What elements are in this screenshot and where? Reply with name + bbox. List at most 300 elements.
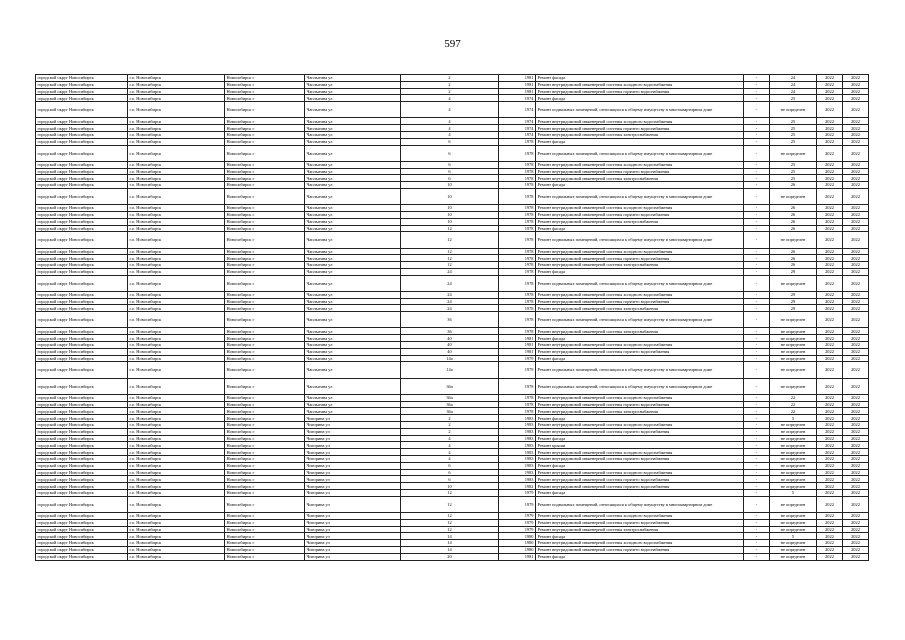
end-year-cell: 2022: [843, 428, 869, 435]
build-year-cell: 1978: [499, 394, 536, 401]
district-cell: г.о. Новосибирск: [128, 102, 225, 118]
street-cell: Чаплыгина ул: [305, 342, 401, 349]
build-year-cell: 1978: [499, 232, 536, 248]
volume-cell: не определен: [770, 335, 817, 342]
volume-cell: 25: [770, 131, 817, 138]
plan-year-cell: 2022: [817, 553, 843, 560]
house-number-cell: 6: [401, 476, 499, 483]
volume-cell: не определен: [770, 442, 817, 449]
plan-year-cell: 2022: [817, 248, 843, 255]
house-number-cell: 2: [401, 81, 499, 88]
end-year-cell: 2022: [843, 118, 869, 125]
municipality-cell: городской округ Новосибирск: [36, 348, 128, 355]
municipality-cell: городской округ Новосибирск: [36, 131, 128, 138]
street-cell: Чаплыгина ул: [305, 394, 401, 401]
volume-cell: не определен: [770, 469, 817, 476]
settlement-cell: Новосибирск г: [225, 540, 305, 547]
work-type-cell: Ремонт внутридомовой инженерной системы горячего водоснабжения: [536, 211, 744, 218]
work-type-cell: Ремонт фасада: [536, 268, 744, 275]
work-type-cell: Ремонт подвальных помещений, относящихся к общему имуществу в многоквартирном доме: [536, 496, 744, 512]
street-cell: Чаплыгина ул: [305, 118, 401, 125]
table-row: [36, 275, 869, 291]
end-year-cell: 2022: [843, 553, 869, 560]
plan-year-cell: 2022: [817, 205, 843, 212]
street-cell: Чаплыгина ул: [305, 268, 401, 275]
end-year-cell: 2022: [843, 312, 869, 328]
plan-year-cell: 2022: [817, 483, 843, 490]
build-year-cell: 1979: [499, 355, 536, 362]
district-cell: г.о. Новосибирск: [128, 519, 225, 526]
municipality-cell: городской округ Новосибирск: [36, 211, 128, 218]
dash-cell: -: [744, 232, 770, 248]
plan-year-cell: 2022: [817, 168, 843, 175]
settlement-cell: Новосибирск г: [225, 248, 305, 255]
table-row: [36, 168, 869, 175]
district-cell: г.о. Новосибирск: [128, 118, 225, 125]
street-cell: Чигорина ул: [305, 526, 401, 533]
plan-year-cell: 2022: [817, 462, 843, 469]
volume-cell: не определен: [770, 476, 817, 483]
settlement-cell: Новосибирск г: [225, 422, 305, 429]
plan-year-cell: 2022: [817, 268, 843, 275]
plan-year-cell: 2022: [817, 526, 843, 533]
table-row: [36, 476, 869, 483]
work-type-cell: Ремонт подвальных помещений, относящихся к общему имуществу в многоквартирном доме: [536, 378, 744, 394]
table-body: [36, 75, 869, 561]
volume-cell: 25: [770, 161, 817, 168]
plan-year-cell: 2022: [817, 262, 843, 269]
district-cell: г.о. Новосибирск: [128, 211, 225, 218]
house-number-cell: 6: [401, 469, 499, 476]
plan-year-cell: 2022: [817, 88, 843, 95]
build-year-cell: 1979: [499, 362, 536, 378]
street-cell: Чигорина ул: [305, 546, 401, 553]
build-year-cell: 1978: [499, 408, 536, 415]
end-year-cell: 2022: [843, 342, 869, 349]
settlement-cell: Новосибирск г: [225, 291, 305, 298]
street-cell: Чигорина ул: [305, 462, 401, 469]
settlement-cell: Новосибирск г: [225, 546, 305, 553]
end-year-cell: 2022: [843, 348, 869, 355]
settlement-cell: Новосибирск г: [225, 268, 305, 275]
volume-cell: не определен: [770, 526, 817, 533]
work-type-cell: Ремонт внутридомовой инженерной системы холодного водоснабжения: [536, 469, 744, 476]
table-row: [36, 102, 869, 118]
build-year-cell: 1974: [499, 131, 536, 138]
dash-cell: -: [744, 268, 770, 275]
house-number-cell: 40: [401, 348, 499, 355]
build-year-cell: 1983: [499, 449, 536, 456]
end-year-cell: 2022: [843, 168, 869, 175]
build-year-cell: 1983: [499, 415, 536, 422]
build-year-cell: 1981: [499, 342, 536, 349]
municipality-cell: городской округ Новосибирск: [36, 408, 128, 415]
dash-cell: -: [744, 428, 770, 435]
volume-cell: не определен: [770, 275, 817, 291]
build-year-cell: 1978: [499, 168, 536, 175]
dash-cell: -: [744, 533, 770, 540]
build-year-cell: 1974: [499, 125, 536, 132]
table-row: [36, 138, 869, 145]
street-cell: Чаплыгина ул: [305, 328, 401, 335]
street-cell: Чаплыгина ул: [305, 255, 401, 262]
municipality-cell: городской округ Новосибирск: [36, 161, 128, 168]
work-type-cell: Ремонт фасада: [536, 182, 744, 189]
table-row: [36, 355, 869, 362]
street-cell: Чигорина ул: [305, 519, 401, 526]
street-cell: Чаплыгина ул: [305, 138, 401, 145]
municipality-cell: городской округ Новосибирск: [36, 305, 128, 312]
table-row: [36, 312, 869, 328]
table-row: [36, 268, 869, 275]
street-cell: Чаплыгина ул: [305, 298, 401, 305]
dash-cell: -: [744, 118, 770, 125]
work-type-cell: Ремонт внутридомовой инженерной системы холодного водоснабжения: [536, 118, 744, 125]
district-cell: г.о. Новосибирск: [128, 428, 225, 435]
work-type-cell: Ремонт крыши: [536, 442, 744, 449]
district-cell: г.о. Новосибирск: [128, 355, 225, 362]
settlement-cell: Новосибирск г: [225, 138, 305, 145]
end-year-cell: 2022: [843, 255, 869, 262]
end-year-cell: 2022: [843, 483, 869, 490]
dash-cell: -: [744, 88, 770, 95]
district-cell: г.о. Новосибирск: [128, 546, 225, 553]
work-type-cell: Ремонт фасада: [536, 75, 744, 82]
district-cell: г.о. Новосибирск: [128, 455, 225, 462]
district-cell: г.о. Новосибирск: [128, 348, 225, 355]
volume-cell: 22: [770, 401, 817, 408]
dash-cell: -: [744, 519, 770, 526]
dash-cell: -: [744, 131, 770, 138]
settlement-cell: Новосибирск г: [225, 355, 305, 362]
end-year-cell: 2022: [843, 362, 869, 378]
dash-cell: -: [744, 422, 770, 429]
end-year-cell: 2022: [843, 218, 869, 225]
work-type-cell: Ремонт фасада: [536, 533, 744, 540]
table-row: [36, 131, 869, 138]
settlement-cell: Новосибирск г: [225, 378, 305, 394]
district-cell: г.о. Новосибирск: [128, 305, 225, 312]
settlement-cell: Новосибирск г: [225, 496, 305, 512]
end-year-cell: 2022: [843, 546, 869, 553]
settlement-cell: Новосибирск г: [225, 255, 305, 262]
build-year-cell: 1978: [499, 225, 536, 232]
street-cell: Чаплыгина ул: [305, 211, 401, 218]
plan-year-cell: 2022: [817, 225, 843, 232]
table-row: [36, 255, 869, 262]
work-type-cell: Ремонт внутридомовой инженерной системы холодного водоснабжения: [536, 422, 744, 429]
plan-year-cell: 2022: [817, 533, 843, 540]
build-year-cell: 1982: [499, 483, 536, 490]
table-row: [36, 428, 869, 435]
work-type-cell: Ремонт внутридомовой инженерной системы горячего водоснабжения: [536, 168, 744, 175]
plan-year-cell: 2022: [817, 362, 843, 378]
volume-cell: 24: [770, 81, 817, 88]
table-row: [36, 232, 869, 248]
house-number-cell: 36а: [401, 408, 499, 415]
work-type-cell: Ремонт внутридомовой инженерной системы холодного водоснабжения: [536, 394, 744, 401]
volume-cell: не определен: [770, 540, 817, 547]
dash-cell: -: [744, 394, 770, 401]
table-row: [36, 328, 869, 335]
settlement-cell: Новосибирск г: [225, 168, 305, 175]
district-cell: г.о. Новосибирск: [128, 205, 225, 212]
street-cell: Чигорина ул: [305, 553, 401, 560]
table-row: [36, 205, 869, 212]
street-cell: Чигорина ул: [305, 512, 401, 519]
table-row: [36, 546, 869, 553]
plan-year-cell: 2022: [817, 81, 843, 88]
build-year-cell: 1983: [499, 435, 536, 442]
house-number-cell: 4: [401, 442, 499, 449]
table-row: [36, 211, 869, 218]
table-row: [36, 291, 869, 298]
dash-cell: -: [744, 175, 770, 182]
end-year-cell: 2022: [843, 298, 869, 305]
end-year-cell: 2022: [843, 512, 869, 519]
end-year-cell: 2022: [843, 182, 869, 189]
house-number-cell: 14: [401, 533, 499, 540]
settlement-cell: Новосибирск г: [225, 102, 305, 118]
street-cell: Чаплыгина ул: [305, 205, 401, 212]
table-row: [36, 435, 869, 442]
end-year-cell: 2022: [843, 175, 869, 182]
build-year-cell: 1974: [499, 95, 536, 102]
end-year-cell: 2022: [843, 95, 869, 102]
work-type-cell: Ремонт подвальных помещений, относящихся к общему имуществу в многоквартирном доме: [536, 102, 744, 118]
district-cell: г.о. Новосибирск: [128, 75, 225, 82]
work-type-cell: Ремонт внутридомовой инженерной системы холодного водоснабжения: [536, 81, 744, 88]
municipality-cell: городской округ Новосибирск: [36, 483, 128, 490]
table-row: [36, 125, 869, 132]
volume-cell: 29: [770, 305, 817, 312]
table-row: [36, 118, 869, 125]
build-year-cell: 1981: [499, 553, 536, 560]
street-cell: Чаплыгина ул: [305, 182, 401, 189]
street-cell: Чаплыгина ул: [305, 95, 401, 102]
work-type-cell: Ремонт фасада: [536, 335, 744, 342]
municipality-cell: городской округ Новосибирск: [36, 540, 128, 547]
volume-cell: не определен: [770, 422, 817, 429]
district-cell: г.о. Новосибирск: [128, 88, 225, 95]
municipality-cell: городской округ Новосибирск: [36, 168, 128, 175]
house-number-cell: 12: [401, 248, 499, 255]
street-cell: Чигорина ул: [305, 455, 401, 462]
work-type-cell: Ремонт внутридомовой инженерной системы горячего водоснабжения: [536, 476, 744, 483]
dash-cell: -: [744, 496, 770, 512]
house-number-cell: 40: [401, 335, 499, 342]
table-row: [36, 469, 869, 476]
plan-year-cell: 2022: [817, 469, 843, 476]
district-cell: г.о. Новосибирск: [128, 232, 225, 248]
plan-year-cell: 2022: [817, 489, 843, 496]
table-row: [36, 442, 869, 449]
build-year-cell: 1978: [499, 175, 536, 182]
settlement-cell: Новосибирск г: [225, 211, 305, 218]
build-year-cell: 1978: [499, 268, 536, 275]
end-year-cell: 2022: [843, 138, 869, 145]
table-row: [36, 519, 869, 526]
municipality-cell: городской округ Новосибирск: [36, 328, 128, 335]
plan-year-cell: 2022: [817, 211, 843, 218]
district-cell: г.о. Новосибирск: [128, 312, 225, 328]
build-year-cell: 1979: [499, 526, 536, 533]
table-row: [36, 496, 869, 512]
volume-cell: не определен: [770, 496, 817, 512]
build-year-cell: 1980: [499, 533, 536, 540]
street-cell: Чаплыгина ул: [305, 408, 401, 415]
district-cell: г.о. Новосибирск: [128, 462, 225, 469]
settlement-cell: Новосибирск г: [225, 442, 305, 449]
plan-year-cell: 2022: [817, 422, 843, 429]
street-cell: Чаплыгина ул: [305, 348, 401, 355]
table-row: [36, 298, 869, 305]
street-cell: Чаплыгина ул: [305, 218, 401, 225]
house-number-cell: 12: [401, 255, 499, 262]
settlement-cell: Новосибирск г: [225, 512, 305, 519]
build-year-cell: 1979: [499, 512, 536, 519]
settlement-cell: Новосибирск г: [225, 312, 305, 328]
district-cell: г.о. Новосибирск: [128, 95, 225, 102]
house-number-cell: 4: [401, 435, 499, 442]
build-year-cell: 1979: [499, 519, 536, 526]
end-year-cell: 2022: [843, 248, 869, 255]
dash-cell: -: [744, 553, 770, 560]
street-cell: Чаплыгина ул: [305, 161, 401, 168]
build-year-cell: 1974: [499, 102, 536, 118]
work-type-cell: Ремонт внутридомовой инженерной системы горячего водоснабжения: [536, 546, 744, 553]
street-cell: Чигорина ул: [305, 540, 401, 547]
settlement-cell: Новосибирск г: [225, 95, 305, 102]
house-number-cell: 24: [401, 298, 499, 305]
district-cell: г.о. Новосибирск: [128, 131, 225, 138]
district-cell: г.о. Новосибирск: [128, 298, 225, 305]
settlement-cell: Новосибирск г: [225, 145, 305, 161]
settlement-cell: Новосибирск г: [225, 489, 305, 496]
table-row: [36, 335, 869, 342]
end-year-cell: 2022: [843, 75, 869, 82]
end-year-cell: 2022: [843, 401, 869, 408]
municipality-cell: городской округ Новосибирск: [36, 449, 128, 456]
dash-cell: -: [744, 218, 770, 225]
plan-year-cell: 2022: [817, 519, 843, 526]
table-row: [36, 408, 869, 415]
build-year-cell: 1974: [499, 118, 536, 125]
dash-cell: -: [744, 75, 770, 82]
volume-cell: 5: [770, 489, 817, 496]
work-type-cell: Ремонт внутридомовой инженерной системы горячего водоснабжения: [536, 348, 744, 355]
dash-cell: -: [744, 546, 770, 553]
settlement-cell: Новосибирск г: [225, 225, 305, 232]
house-number-cell: 10: [401, 188, 499, 204]
build-year-cell: 1983: [499, 476, 536, 483]
volume-cell: не определен: [770, 435, 817, 442]
dash-cell: -: [744, 291, 770, 298]
work-type-cell: Ремонт внутридомовой инженерной системы холодного водоснабжения: [536, 161, 744, 168]
plan-year-cell: 2022: [817, 496, 843, 512]
end-year-cell: 2022: [843, 161, 869, 168]
work-type-cell: Ремонт внутридомовой инженерной системы горячего водоснабжения: [536, 519, 744, 526]
volume-cell: 26: [770, 218, 817, 225]
table-row: [36, 182, 869, 189]
dash-cell: -: [744, 262, 770, 269]
district-cell: г.о. Новосибирск: [128, 533, 225, 540]
table-row: [36, 449, 869, 456]
street-cell: Чаплыгина ул: [305, 335, 401, 342]
plan-year-cell: 2022: [817, 275, 843, 291]
house-number-cell: 14а: [401, 355, 499, 362]
end-year-cell: 2022: [843, 328, 869, 335]
municipality-cell: городской округ Новосибирск: [36, 262, 128, 269]
municipality-cell: городской округ Новосибирск: [36, 175, 128, 182]
volume-cell: не определен: [770, 449, 817, 456]
build-year-cell: 1981: [499, 75, 536, 82]
end-year-cell: 2022: [843, 232, 869, 248]
district-cell: г.о. Новосибирск: [128, 188, 225, 204]
district-cell: г.о. Новосибирск: [128, 378, 225, 394]
build-year-cell: 1978: [499, 298, 536, 305]
municipality-cell: городской округ Новосибирск: [36, 182, 128, 189]
street-cell: Чаплыгина ул: [305, 362, 401, 378]
volume-cell: 26: [770, 248, 817, 255]
plan-year-cell: 2022: [817, 175, 843, 182]
volume-cell: 24: [770, 88, 817, 95]
municipality-cell: городской округ Новосибирск: [36, 275, 128, 291]
dash-cell: -: [744, 298, 770, 305]
plan-year-cell: 2022: [817, 335, 843, 342]
work-type-cell: Ремонт подвальных помещений, относящихся к общему имуществу в многоквартирном доме: [536, 362, 744, 378]
build-year-cell: 1978: [499, 248, 536, 255]
end-year-cell: 2022: [843, 225, 869, 232]
dash-cell: -: [744, 342, 770, 349]
build-year-cell: 1980: [499, 546, 536, 553]
table-row: [36, 348, 869, 355]
settlement-cell: Новосибирск г: [225, 182, 305, 189]
plan-year-cell: 2022: [817, 355, 843, 362]
municipality-cell: городской округ Новосибирск: [36, 125, 128, 132]
municipality-cell: городской округ Новосибирск: [36, 95, 128, 102]
house-number-cell: 24: [401, 291, 499, 298]
district-cell: г.о. Новосибирск: [128, 422, 225, 429]
build-year-cell: 1980: [499, 540, 536, 547]
dash-cell: -: [744, 255, 770, 262]
volume-cell: 5: [770, 415, 817, 422]
work-type-cell: Ремонт фасада: [536, 553, 744, 560]
municipality-cell: городской округ Новосибирск: [36, 533, 128, 540]
district-cell: г.о. Новосибирск: [128, 469, 225, 476]
work-type-cell: Ремонт внутридомовой инженерной системы горячего водоснабжения: [536, 483, 744, 490]
build-year-cell: 1983: [499, 422, 536, 429]
work-type-cell: Ремонт внутридомовой инженерной системы горячего водоснабжения: [536, 125, 744, 132]
house-number-cell: 12: [401, 232, 499, 248]
settlement-cell: Новосибирск г: [225, 298, 305, 305]
dash-cell: -: [744, 138, 770, 145]
municipality-cell: городской округ Новосибирск: [36, 442, 128, 449]
build-year-cell: 1978: [499, 145, 536, 161]
dash-cell: -: [744, 188, 770, 204]
build-year-cell: 1978: [499, 138, 536, 145]
street-cell: Чигорина ул: [305, 428, 401, 435]
work-type-cell: Ремонт внутридомовой инженерной системы холодного водоснабжения: [536, 205, 744, 212]
end-year-cell: 2022: [843, 305, 869, 312]
dash-cell: -: [744, 275, 770, 291]
build-year-cell: 1981: [499, 335, 536, 342]
table-row: [36, 362, 869, 378]
end-year-cell: 2022: [843, 415, 869, 422]
end-year-cell: 2022: [843, 496, 869, 512]
street-cell: Чигорина ул: [305, 476, 401, 483]
volume-cell: не определен: [770, 312, 817, 328]
